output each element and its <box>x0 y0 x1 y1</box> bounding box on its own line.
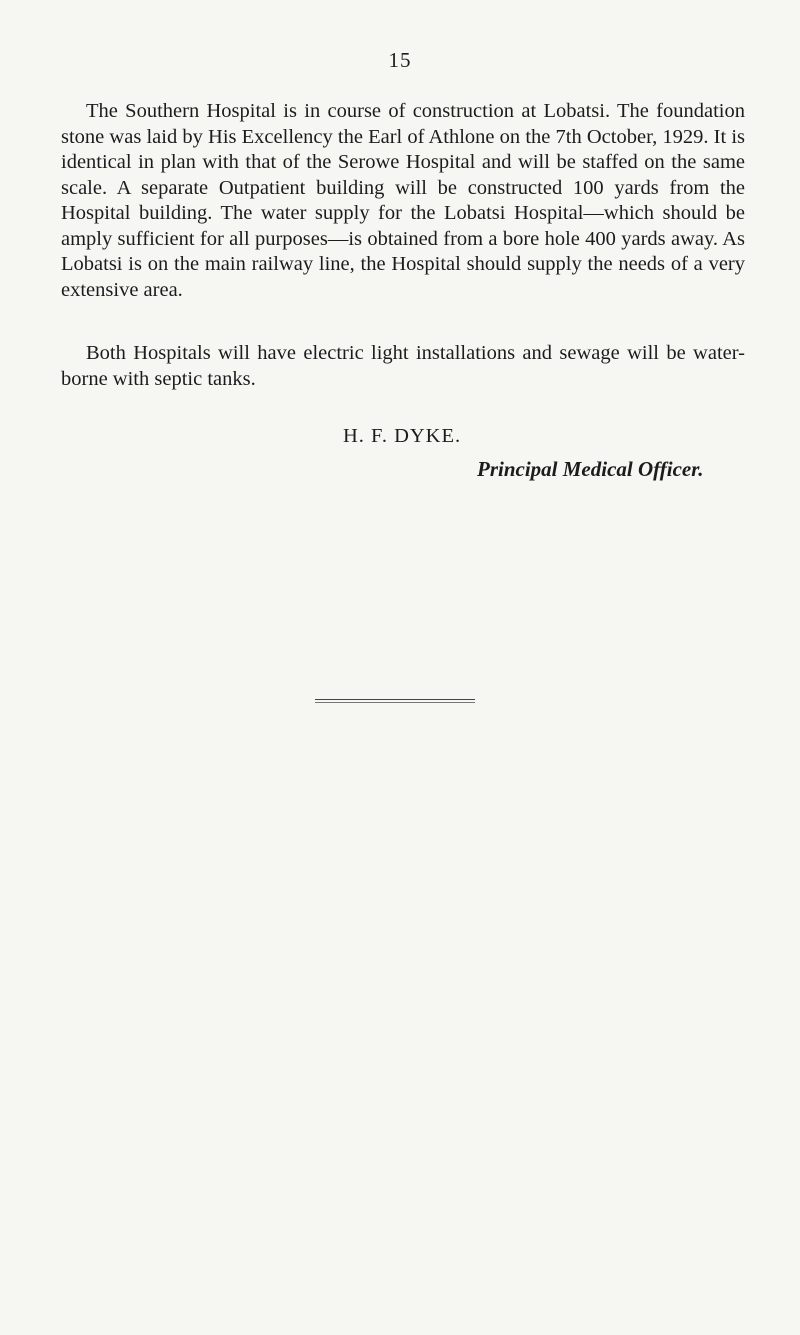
paragraph-southern-hospital: The Southern Hospital is in course of construction at Lobatsi. The foundation stone was laid by His Excellency the Earl of Athlone on the 7th October, 1929. It is identical in plan with that of the Serowe Hospital and will be staffed on the same scale. A separate Outpatient building will be constructed 100 yards from the Hospital building. The water supply for the Lobatsi Hospital—which should be amply sufficient for all purposes—is obtained from a bore hole 400 yards away. As Lobatsi is on the main railway line, the Hospital should supply the needs of a very extensive area. <box>61 100 745 301</box>
page-number: 15 <box>388 48 412 72</box>
end-rule-lower <box>315 702 475 703</box>
end-rule <box>315 699 475 700</box>
paragraph-electric-light: Both Hospitals will have electric light installations and sewage will be water-borne with septic tanks. <box>61 342 745 390</box>
signature-name: H. F. DYKE. <box>343 425 462 447</box>
signature-title: Principal Medical Officer. <box>477 457 704 481</box>
